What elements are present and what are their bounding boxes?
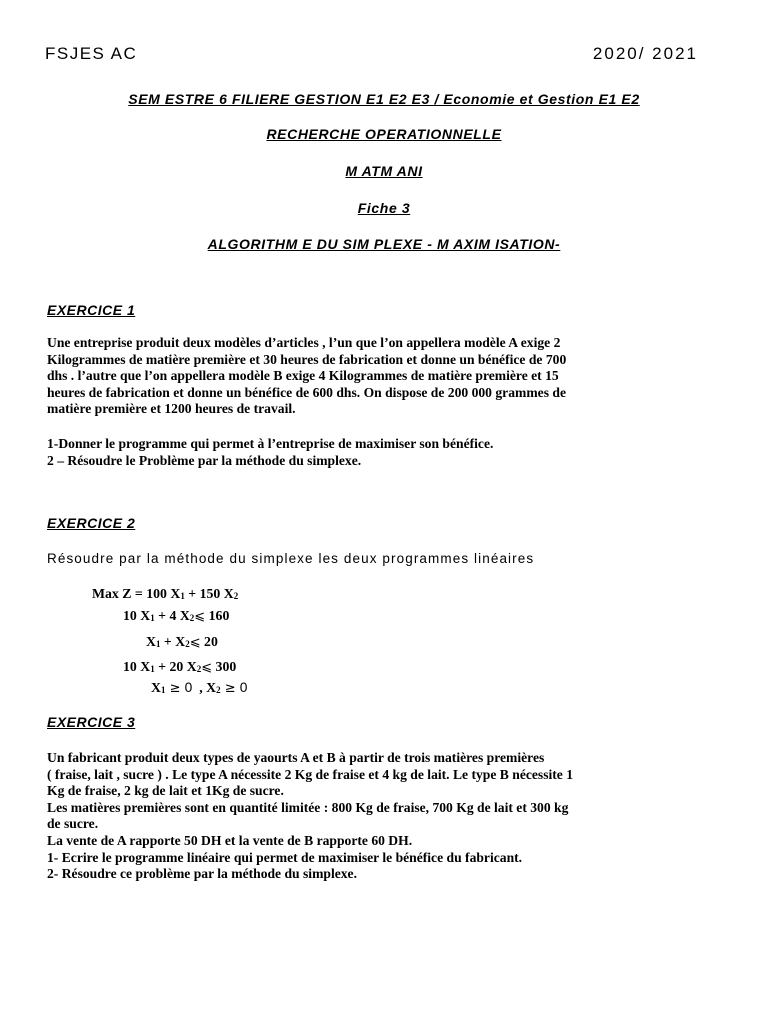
question-2: 2 – Résoudre le Problème par la méthode du simplexe. <box>47 452 362 468</box>
exercise-2-title: EXERCICE 2 <box>47 515 136 531</box>
constraint-2: $X_1$ + $X_2⩽$ 20 <box>146 634 218 650</box>
text-line: matière première et 1200 heures de travail. <box>47 401 296 417</box>
exercise-1-questions <box>47 436 647 469</box>
exercise-3-statement <box>47 750 667 883</box>
text-line: Kilogrammes de matière première et 30 heures de fabrication et donne un bénéfice de 700 <box>47 351 567 367</box>
header-year: 2020/ 2021 <box>592 44 698 63</box>
author-name: M ATM ANI <box>345 163 423 179</box>
text-line: Kg de fraise, 2 kg de lait et 1Kg de sucre. <box>47 783 284 799</box>
text-line: La vente de A rapporte 50 DH et la vente de B rapporte 60 DH. <box>47 832 413 848</box>
text-line: heures de fabrication et donne un bénéfice de 600 dhs. On dispose de 200 000 grammes de <box>47 384 566 400</box>
exercise-2-intro: Résoudre par la méthode du simplexe les deux programmes linéaires <box>47 551 535 566</box>
text-line: Un fabricant produit deux types de yaourts A et B à partir de trois matières premières <box>47 750 545 765</box>
text-line: 2- Résoudre ce problème par la méthode du simplexe. <box>47 866 357 882</box>
text-line: Une entreprise produit deux modèles d’articles , l’un que l’on appellera modèle A exige 2 <box>47 335 561 350</box>
objective-function: Max Z = 100 $X_1 + 150$ $X_2$ <box>92 586 239 601</box>
exercise-1-statement <box>47 335 647 418</box>
text-line: 1- Ecrire le programme linéaire qui permet de maximiser le bénéfice du fabricant. <box>47 849 523 865</box>
sheet-number: Fiche 3 <box>357 200 411 216</box>
header-institution: FSJES AC <box>45 44 138 63</box>
text-line: dhs . l’autre que l’on appellera modèle B exige 4 Kilogrammes de matière première et 15 <box>47 368 559 384</box>
semester-line: SEM ESTRE 6 FILIERE GESTION E1 E2 E3 / Economie et Gestion E1 E2 <box>128 91 640 107</box>
text-line: Les matières premières sont en quantité limitée : 800 Kg de fraise, 700 Kg de lait et 300 kg <box>47 799 569 815</box>
text-line: de sucre. <box>47 816 99 832</box>
non-negativity: $X_1 \ge 0$ , $X_2 \ge 0$ <box>151 680 248 696</box>
constraint-3: 10 $X_1 + 20$ $X_2⩽$ 300 <box>123 659 237 675</box>
sheet-topic: ALGORITHM E DU SIM PLEXE - M AXIM ISATION- <box>207 236 561 252</box>
constraint-1: 10 $X_1 + 4$ $X_2⩽$ 160 <box>123 608 230 624</box>
exercise-1-title: EXERCICE 1 <box>47 302 136 318</box>
exercise-3-title: EXERCICE 3 <box>47 714 136 730</box>
question-1: 1-Donner le programme qui permet à l’entreprise de maximiser son bénéfice. <box>47 436 494 451</box>
text-line: ( fraise, lait , sucre ) . Le type A nécessite 2 Kg de fraise et 4 kg de lait. Le type B nécessite 1 <box>47 766 574 782</box>
course-title: RECHERCHE OPERATIONNELLE <box>266 126 502 142</box>
